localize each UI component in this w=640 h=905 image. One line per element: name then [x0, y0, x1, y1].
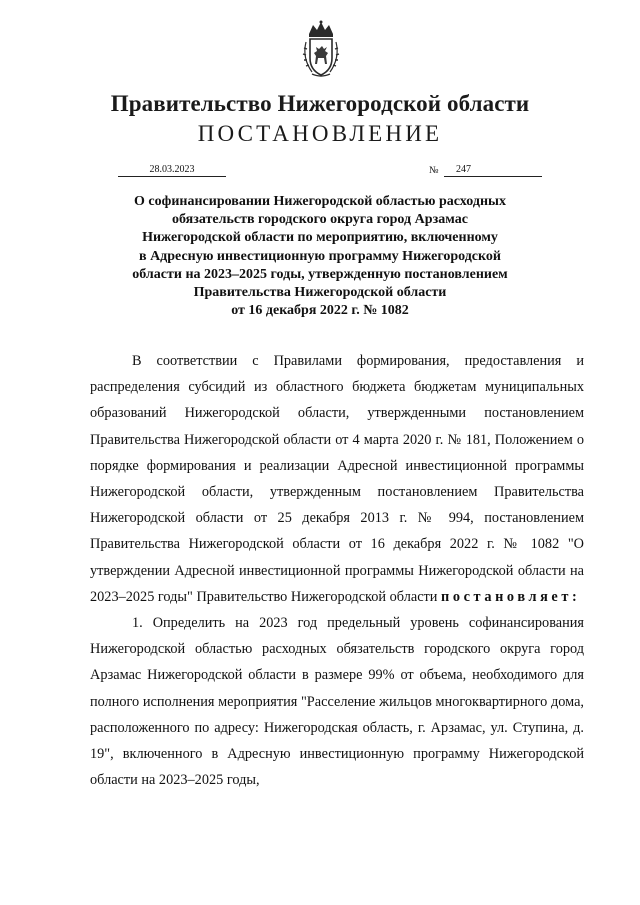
organization-name: Правительство Нижегородской области — [110, 91, 530, 116]
document-body — [90, 348, 584, 793]
document-number: 247 — [456, 164, 471, 175]
document-number-field — [444, 163, 542, 177]
title-line: Нижегородской области по мероприятию, включенному — [142, 230, 498, 246]
decree-word: постановляет: — [441, 588, 581, 605]
nizhny-novgorod-coat-of-arms-icon — [300, 20, 342, 78]
title-line: Правительства Нижегородской области — [193, 285, 447, 301]
title-line: от 16 декабря 2022 г. № 1082 — [231, 303, 409, 319]
number-sign: № — [429, 165, 439, 176]
title-line: в Адресную инвестиционную программу Нижегородской — [139, 248, 501, 264]
preamble-paragraph — [90, 348, 584, 610]
preamble-text: В соответствии с Правилами формирования, предоставления и распределения субсидий из областного бюджета бюджетам муниципальных образований Нижегородской области, утвержденными постановлением Правительства Нижегородской области от 4 марта 2020 г. № 181, Положением о порядке формирования и реализации Адресной инвестиционной программы Нижегородской области, утвержденным постановлением Правительства Нижегородской области от 25 декабря 2013 г. № 994, постановлением Правительства Нижегородской области от 16 декабря 2022 г. № 1082 "О утверждении Адресной инвестиционной программы Нижегородской области на 2023–2025 годы" Правительство Нижегородской области — [90, 353, 584, 605]
document-title — [120, 193, 520, 320]
item-1-paragraph: 1. Определить на 2023 год предельный уровень софинансирования Нижегородской областью расходных обязательств городского округа город Арзамас Нижегородской области в размере 99% от объема, необходимого для полного исполнения мероприятия "Расселение жильцов многоквартирного дома, расположенного по адресу: Нижегородская область, г. Арзамас, ул. Ступина, д. 19", включенного в Адресную инвестиционную программу Нижегородской области на 2023–2025 годы, — [90, 615, 584, 789]
title-line: О софинансировании Нижегородской областью расходных — [134, 194, 506, 209]
document-date: 28.03.2023 — [118, 163, 226, 177]
title-line: обязательств городского округа город Арзамас — [172, 212, 468, 228]
title-line: области на 2023–2025 годы, утвержденную постановлением — [132, 266, 508, 282]
document-type: ПОСТАНОВЛЕНИЕ — [197, 121, 443, 146]
